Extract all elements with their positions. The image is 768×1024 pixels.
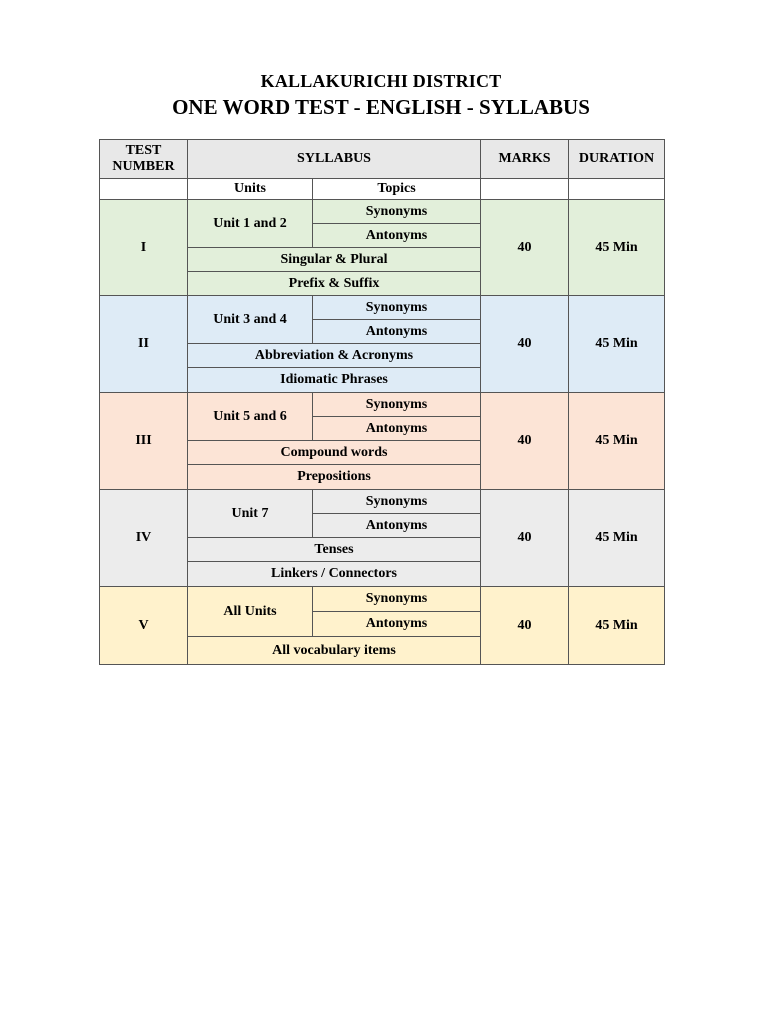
header-units: Units xyxy=(188,179,313,200)
test-number-cell: V xyxy=(100,587,188,665)
page-title: ONE WORD TEST - ENGLISH - SYLLABUS xyxy=(172,95,590,119)
duration-cell: 45 Min xyxy=(569,490,665,587)
topic-cell: Synonyms xyxy=(313,393,481,417)
topic-cell: Synonyms xyxy=(313,587,481,612)
table-row xyxy=(100,393,665,417)
table-row xyxy=(100,490,665,514)
marks-cell: 40 xyxy=(481,587,569,665)
subheader-empty xyxy=(569,179,665,200)
header-test-number: TEST NUMBER xyxy=(100,140,188,179)
subheader-empty xyxy=(481,179,569,200)
topic-cell: Antonyms xyxy=(313,612,481,637)
header-marks: MARKS xyxy=(481,140,569,179)
unit-cell: Unit 7 xyxy=(188,490,313,538)
header-duration: DURATION xyxy=(569,140,665,179)
duration-cell: 45 Min xyxy=(569,393,665,490)
table-row xyxy=(100,296,665,320)
header-topics: Topics xyxy=(313,179,481,200)
topic-cell: Antonyms xyxy=(313,514,481,538)
table-subheader-row xyxy=(100,179,665,200)
duration-cell: 45 Min xyxy=(569,200,665,296)
topic-cell: Synonyms xyxy=(313,296,481,320)
subheader-empty xyxy=(100,179,188,200)
header-syllabus: SYLLABUS xyxy=(188,140,481,179)
table-row xyxy=(100,200,665,224)
topic-wide-cell: Tenses xyxy=(188,538,481,562)
topic-wide-cell: Singular & Plural xyxy=(188,248,481,272)
marks-cell: 40 xyxy=(481,296,569,393)
district-title: KALLAKURICHI DISTRICT xyxy=(260,71,502,91)
marks-cell: 40 xyxy=(481,393,569,490)
test-number-cell: I xyxy=(100,200,188,296)
topic-wide-cell: Compound words xyxy=(188,441,481,465)
topic-wide-cell: Prepositions xyxy=(188,465,481,490)
topic-cell: Antonyms xyxy=(313,320,481,344)
topic-wide-cell: Abbreviation & Acronyms xyxy=(188,344,481,368)
topic-cell: Antonyms xyxy=(313,224,481,248)
topic-cell: Synonyms xyxy=(313,200,481,224)
test-number-cell: IV xyxy=(100,490,188,587)
duration-cell: 45 Min xyxy=(569,587,665,665)
topic-wide-cell: Prefix & Suffix xyxy=(188,272,481,296)
topic-wide-cell: Linkers / Connectors xyxy=(188,562,481,587)
unit-cell: Unit 1 and 2 xyxy=(188,200,313,248)
unit-cell: All Units xyxy=(188,587,313,637)
marks-cell: 40 xyxy=(481,490,569,587)
unit-cell: Unit 3 and 4 xyxy=(188,296,313,344)
table-header-row xyxy=(100,140,665,179)
duration-cell: 45 Min xyxy=(569,296,665,393)
syllabus-table xyxy=(99,139,665,665)
topic-wide-cell: All vocabulary items xyxy=(188,637,481,665)
topic-cell: Synonyms xyxy=(313,490,481,514)
unit-cell: Unit 5 and 6 xyxy=(188,393,313,441)
marks-cell: 40 xyxy=(481,200,569,296)
test-number-cell: II xyxy=(100,296,188,393)
topic-wide-cell: Idiomatic Phrases xyxy=(188,368,481,393)
topic-cell: Antonyms xyxy=(313,417,481,441)
table-row xyxy=(100,587,665,612)
test-number-cell: III xyxy=(100,393,188,490)
